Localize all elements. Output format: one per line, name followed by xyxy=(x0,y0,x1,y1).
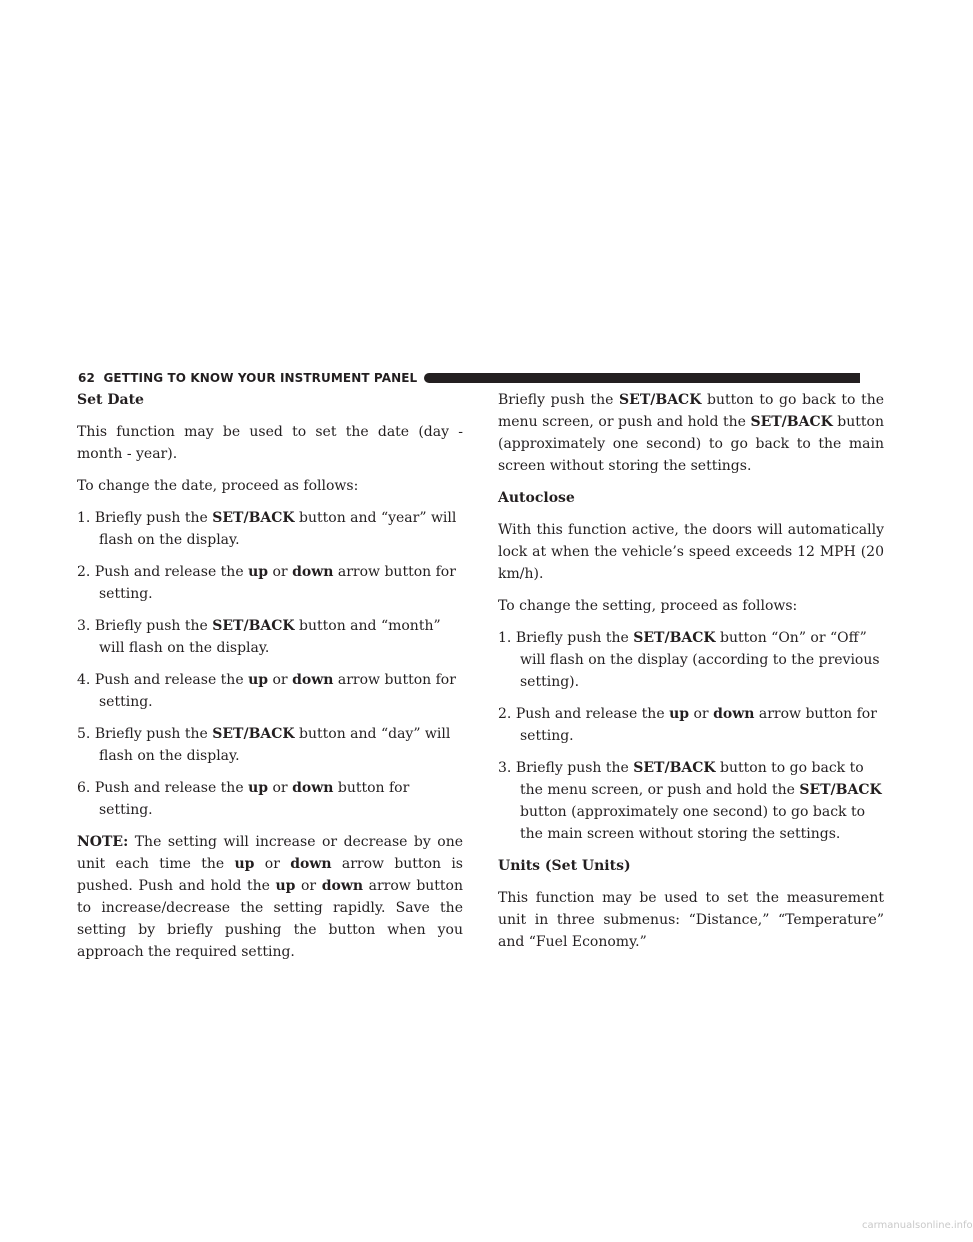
set-date-step-3: 3. Briefly push the SET/BACK button and “month” will flash on the display. xyxy=(77,618,441,656)
left-column xyxy=(77,389,463,973)
autoclose-step-1: 1. Briefly push the SET/BACK button “On” or “Off” will flash on the display (according to the previous setting). xyxy=(498,630,880,690)
set-date-return-paragraph: Briefly push the SET/BACK button to go back to the menu screen, or push and hold the SET/BACK button (approximately one second) to go back to the main screen without storing the settings. xyxy=(498,392,885,474)
set-date-step-2: 2. Push and release the up or down arrow button for setting. xyxy=(77,564,456,602)
set-date-intro: This function may be used to set the date (day - month - year). xyxy=(77,424,463,462)
set-date-step-4: 4. Push and release the up or down arrow button for setting. xyxy=(77,672,456,710)
autoclose-step-2: 2. Push and release the up or down arrow button for setting. xyxy=(498,706,877,744)
set-date-to-change: To change the date, proceed as follows: xyxy=(77,478,359,494)
watermark: carmanualsonline.info xyxy=(862,1220,973,1231)
set-date-step-1: 1. Briefly push the SET/BACK button and “year” will flash on the display. xyxy=(77,510,457,548)
autoclose-to-change: To change the setting, proceed as follows: xyxy=(498,598,798,614)
set-date-heading: Set Date xyxy=(77,392,144,408)
autoclose-heading: Autoclose xyxy=(498,490,575,506)
header-bar xyxy=(424,373,860,383)
page-header xyxy=(78,370,860,386)
units-heading: Units (Set Units) xyxy=(498,858,631,874)
set-date-step-6: 6. Push and release the up or down button for setting. xyxy=(77,780,410,818)
right-column xyxy=(498,389,884,963)
autoclose-description: With this function active, the doors will automatically lock at when the vehicle’s speed exceeds 12 MPH (20 km/h). xyxy=(498,522,884,582)
set-date-note: NOTE: The setting will increase or decrease by one unit each time the up or down arrow button is pushed. Push and hold the up or down arrow button to increase/decrease the setting rapidly. Save the setting by briefly pushing the button when you approach the required setting. xyxy=(77,834,463,960)
set-date-step-5: 5. Briefly push the SET/BACK button and “day” will flash on the display. xyxy=(77,726,451,764)
units-description: This function may be used to set the measurement unit in three submenus: “Distance,” “Temperature” and “Fuel Economy.” xyxy=(498,890,884,950)
section-title: GETTING TO KNOW YOUR INSTRUMENT PANEL xyxy=(103,371,418,385)
page-header-text xyxy=(78,370,417,386)
autoclose-step-3: 3. Briefly push the SET/BACK button to go back to the menu screen, or push and hold the SET/BACK button (approximately one second) to go back to the main screen without storing the settings. xyxy=(498,760,882,842)
page-number: 62 xyxy=(78,371,95,385)
